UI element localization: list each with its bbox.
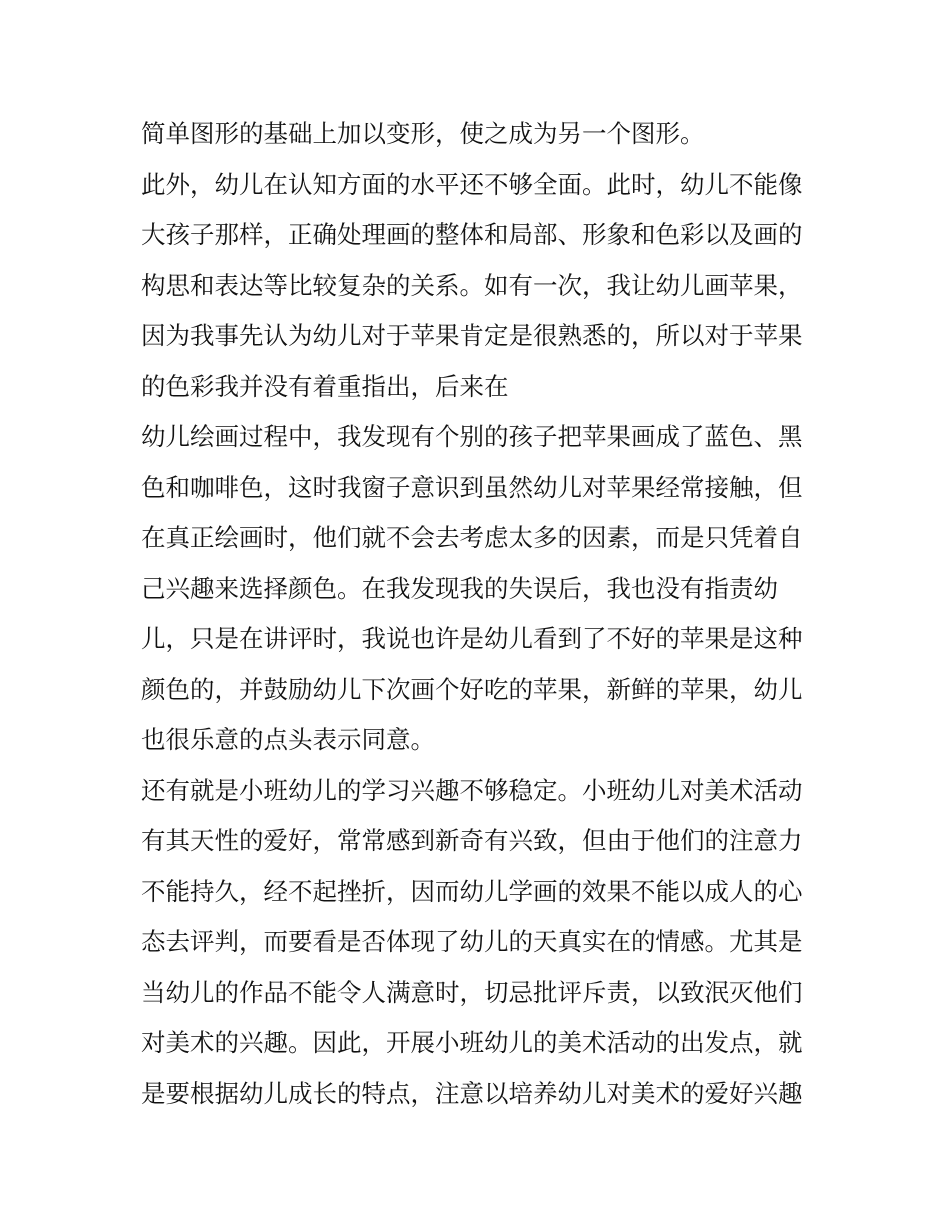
text-line: 也很乐意的点头表示同意。: [141, 725, 435, 754]
text-line: 颜色的，并鼓励幼儿下次画个好吃的苹果，新鲜的苹果，幼儿: [141, 674, 803, 704]
text-line: 己兴趣来选择颜色。在我发现我的失误后，我也没有指责幼: [141, 573, 778, 603]
text-line: 当幼儿的作品不能令人满意时，切忌批评斥责，以致泯灭他们: [141, 977, 803, 1007]
text-line: 大孩子那样，正确处理画的整体和局部、形象和色彩以及画的: [141, 220, 803, 249]
text-line: 的色彩我并没有着重指出，后来在: [141, 371, 509, 401]
text-line: 态去评判，而要看是否体现了幼儿的天真实在的情感。尤其是: [141, 927, 803, 956]
text-line: 有其天性的爱好，常常感到新奇有兴致，但由于他们的注意力: [141, 826, 803, 855]
text-line: 是要根据幼儿成长的特点，注意以培养幼儿对美术的爱好兴趣: [141, 1078, 803, 1108]
text-line: 还有就是小班幼儿的学习兴趣不够稳定。小班幼儿对美术活动: [141, 775, 803, 805]
text-line: 色和咖啡色，这时我窗子意识到虽然幼儿对苹果经常接触，但: [141, 472, 803, 502]
text-line: 幼儿绘画过程中，我发现有个别的孩子把苹果画成了蓝色、黑: [141, 422, 803, 451]
text-line: 构思和表达等比较复杂的关系。如有一次，我让幼儿画苹果，: [141, 270, 803, 300]
text-line: 因为我事先认为幼儿对于苹果肯定是很熟悉的，所以对于苹果: [141, 321, 803, 350]
text-line: 在真正绘画时，他们就不会去考虑太多的因素，而是只凭着自: [141, 523, 803, 552]
body-text: [141, 109, 811, 1119]
text-line: 不能持久，经不起挫折，因而幼儿学画的效果不能以成人的心: [141, 876, 803, 906]
text-line: 儿，只是在讲评时，我说也许是幼儿看到了不好的苹果是这种: [141, 624, 803, 653]
text-line: 此外，幼儿在认知方面的水平还不够全面。此时，幼儿不能像: [141, 169, 803, 199]
text-line: 简单图形的基础上加以变形，使之成为另一个图形。: [141, 119, 705, 148]
text-line: 对美术的兴趣。因此，开展小班幼儿的美术活动的出发点，就: [141, 1028, 803, 1057]
